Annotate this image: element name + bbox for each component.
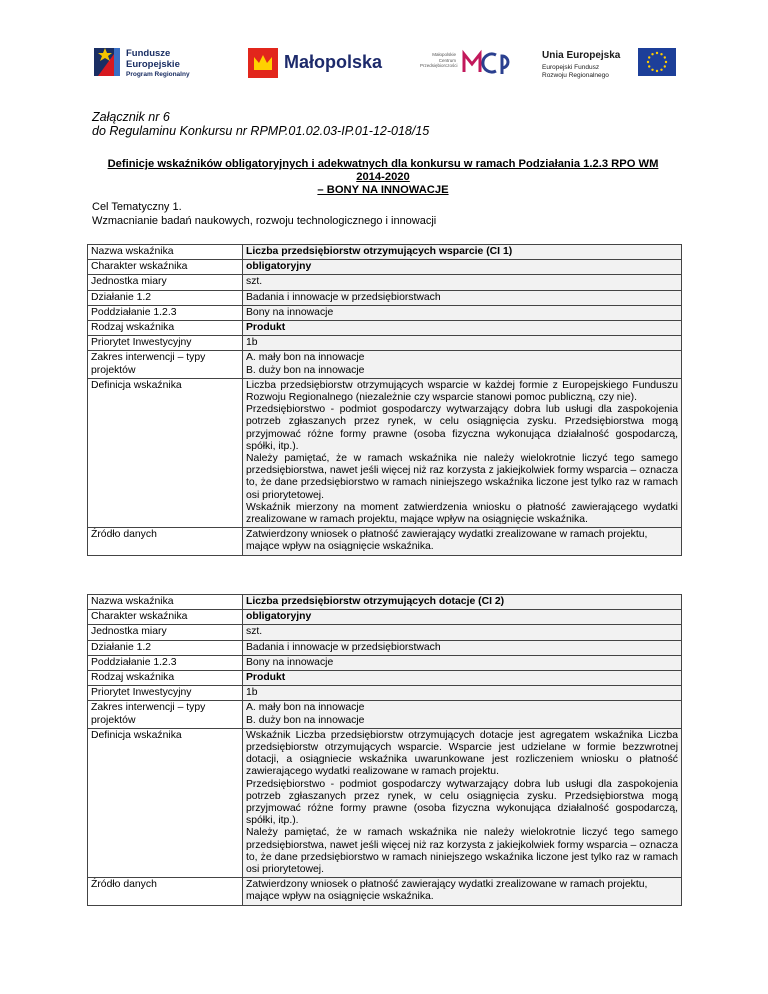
label-zrodlo: Źródło danych	[88, 878, 243, 905]
fe-line2: Europejskie	[126, 59, 180, 70]
table-row	[88, 878, 682, 905]
cel-line1: Cel Tematyczny 1.	[92, 201, 182, 213]
table-row	[88, 275, 682, 290]
value-priorytet: 1b	[243, 336, 682, 351]
table-row	[88, 336, 682, 351]
value-jednostka: szt.	[243, 275, 682, 290]
thematic-objective	[92, 201, 436, 228]
table-row	[88, 686, 682, 701]
label-charakter: Charakter wskaźnika	[88, 610, 243, 625]
zakres-a: A. mały bon na innowacje	[246, 352, 365, 364]
heading-line1: Definicje wskaźników obligatoryjnych i adekwatnych dla konkursu w ramach Podziałania 1.2.3 RPO WM 2014-2020	[107, 158, 659, 183]
table-row	[88, 378, 682, 527]
definicja-p1: Liczba przedsiębiorstw otrzymujących wsparcie w każdej formie z Europejskiego Funduszu Rozwoju Regionalnego (niezależnie czy wsparcie stanowi pomoc publiczną, czy nie).	[246, 379, 678, 404]
fe-line3: Program Regionalny	[126, 71, 190, 78]
indicator-table-ci1	[87, 244, 682, 556]
value-dzialanie: Badania i innowacje w przedsiębiorstwach	[243, 640, 682, 655]
label-definicja: Definicja wskaźnika	[88, 378, 243, 527]
label-zakres: Zakres interwencji – typy projektów	[88, 351, 243, 378]
definicja-p4: Wskaźnik mierzony na moment zatwierdzenia wniosku o płatność zawierającego wydatki zrealizowane w ramach projektu, mające wpływ na osiągnięcie wskaźnika.	[246, 501, 678, 526]
definicja-p3: Należy pamiętać, że w ramach wskaźnika nie należy wielokrotnie liczyć tego samego przedsiębiorstwa, nawet jeśli więcej niż raz korzysta z jakiejkolwiek formy wsparcia – oznacza to, że dane przedsiębiorstwo w ramach niniejszego wskaźnika liczone jest tylko raz w ramach osi priorytetowej.	[246, 453, 678, 501]
value-zakres	[243, 351, 682, 378]
table-row	[88, 625, 682, 640]
eu-flag-icon	[638, 48, 676, 76]
malopolska-logo	[248, 42, 398, 88]
value-rodzaj: Produkt	[243, 671, 682, 686]
value-charakter: obligatoryjny	[243, 610, 682, 625]
table-row	[88, 528, 682, 555]
label-nazwa: Nazwa wskaźnika	[88, 245, 243, 260]
value-poddzialanie: Bony na innowacje	[243, 305, 682, 320]
label-dzialanie: Działanie 1.2	[88, 640, 243, 655]
table-row	[88, 351, 682, 378]
value-nazwa: Liczba przedsiębiorstw otrzymujących dotacje (CI 2)	[243, 595, 682, 610]
value-zrodlo: Zatwierdzony wniosek o płatność zawierający wydatki zrealizowane w ramach projektu, mające wpływ na osiągnięcie wskaźnika.	[243, 878, 682, 905]
ue-line1: Unia Europejska	[542, 50, 621, 61]
label-jednostka: Jednostka miary	[88, 625, 243, 640]
zakres-a: A. mały bon na innowacje	[246, 702, 365, 714]
table-row	[88, 671, 682, 686]
value-definicja	[243, 378, 682, 527]
table-row	[88, 655, 682, 670]
header-logos	[0, 42, 768, 88]
label-jednostka: Jednostka miary	[88, 275, 243, 290]
label-priorytet: Priorytet Inwestycyjny	[88, 686, 243, 701]
document-heading	[92, 158, 674, 197]
table-row	[88, 290, 682, 305]
value-priorytet: 1b	[243, 686, 682, 701]
ue-line3: Rozwoju Regionalnego	[542, 72, 609, 79]
label-rodzaj: Rodzaj wskaźnika	[88, 321, 243, 336]
table-row	[88, 701, 682, 728]
table-row	[88, 640, 682, 655]
value-dzialanie: Badania i innowacje w przedsiębiorstwach	[243, 290, 682, 305]
label-zrodlo: Źródło danych	[88, 528, 243, 555]
table-row	[88, 321, 682, 336]
label-rodzaj: Rodzaj wskaźnika	[88, 671, 243, 686]
annex-reference	[92, 110, 429, 138]
mcp-icon	[460, 46, 516, 78]
table-row	[88, 728, 682, 877]
label-definicja: Definicja wskaźnika	[88, 728, 243, 877]
definicja-p2: Przedsiębiorstwo - podmiot gospodarczy wytwarzający dobra lub usługi dla zaspokojenia potrzeb zgłaszanych przez rynek, w celu osiągnięcia zysku. Przedsiębiorstwa mogą przyjmować różne formy prawne (osoba fizyczna wykonująca działalność gospodarczą, spółki, itp.).	[246, 778, 678, 827]
ue-line2: Europejski Fundusz	[542, 64, 600, 71]
table-row	[88, 305, 682, 320]
fe-line1: Fundusze	[126, 48, 171, 59]
table-row	[88, 610, 682, 625]
zakres-b: B. duży bon na innowacje	[246, 714, 365, 726]
zakres-b: B. duży bon na innowacje	[246, 364, 365, 376]
fundusze-europejskie-logo	[92, 42, 202, 88]
definicja-p3: Należy pamiętać, że w ramach wskaźnika nie należy wielokrotnie liczyć tego samego przedsiębiorstwa, nawet jeśli więcej niż raz korzysta z jakiejkolwiek formy wsparcia – oznacza to, że dane przedsiębiorstwo w ramach niniejszego wskaźnika liczone jest tylko raz w ramach osi priorytetowej.	[246, 827, 678, 876]
label-nazwa: Nazwa wskaźnika	[88, 595, 243, 610]
definicja-p2: Przedsiębiorstwo - podmiot gospodarczy wytwarzający dobra lub usługi dla zaspokojenia potrzeb zgłaszanych przez rynek, w celu osiągnięcia zysku. Przedsiębiorstwa mogą przyjmować różne formy prawne (osoba fizyczna wykonująca działalność gospodarczą, spółki, itp.).	[246, 404, 678, 452]
value-nazwa: Liczba przedsiębiorstw otrzymujących wsparcie (CI 1)	[243, 245, 682, 260]
label-priorytet: Priorytet Inwestycyjny	[88, 336, 243, 351]
mcp-small-text: Małopolskie Centrum Przedsiębiorczości	[420, 52, 458, 68]
label-poddzialanie: Poddziałanie 1.2.3	[88, 305, 243, 320]
value-definicja	[243, 728, 682, 877]
value-rodzaj: Produkt	[243, 321, 682, 336]
table-row	[88, 260, 682, 275]
cel-line2: Wzmacnianie badań naukowych, rozwoju technologicznego i innowacji	[92, 214, 437, 227]
annex-line1: Załącznik nr 6	[92, 110, 170, 124]
indicator-table-ci2	[87, 594, 682, 906]
value-poddzialanie: Bony na innowacje	[243, 655, 682, 670]
malopolska-name: Małopolska	[284, 52, 383, 72]
unia-europejska-logo	[542, 42, 676, 88]
value-jednostka: szt.	[243, 625, 682, 640]
heading-line2: – BONY NA INNOWACJE	[317, 184, 449, 196]
fe-star-icon	[92, 44, 122, 80]
mcp-logo	[420, 42, 520, 88]
label-charakter: Charakter wskaźnika	[88, 260, 243, 275]
definicja-p1: Wskaźnik Liczba przedsiębiorstw otrzymujących dotacje jest agregatem wskaźnika Liczba przedsiębiorstw otrzymujących wsparcie. Wsparcie jest udzielane w formie bezzwrotnej dotacji, a osiągniecie wskaźnika uwarunkowane jest rozliczeniem wniosku o płatność zawierającego wydatki realizowane w ramach projektu.	[246, 729, 678, 778]
value-charakter: obligatoryjny	[243, 260, 682, 275]
label-dzialanie: Działanie 1.2	[88, 290, 243, 305]
table-row	[88, 245, 682, 260]
value-zakres	[243, 701, 682, 728]
malopolska-crown-icon	[248, 48, 278, 78]
table-row	[88, 595, 682, 610]
label-poddzialanie: Poddziałanie 1.2.3	[88, 655, 243, 670]
label-zakres: Zakres interwencji – typy projektów	[88, 701, 243, 728]
value-zrodlo: Zatwierdzony wniosek o płatność zawierający wydatki zrealizowane w ramach projektu, mające wpływ na osiągnięcie wskaźnika.	[243, 528, 682, 555]
annex-line2: do Regulaminu Konkursu nr RPMP.01.02.03-IP.01-12-018/15	[92, 124, 430, 138]
